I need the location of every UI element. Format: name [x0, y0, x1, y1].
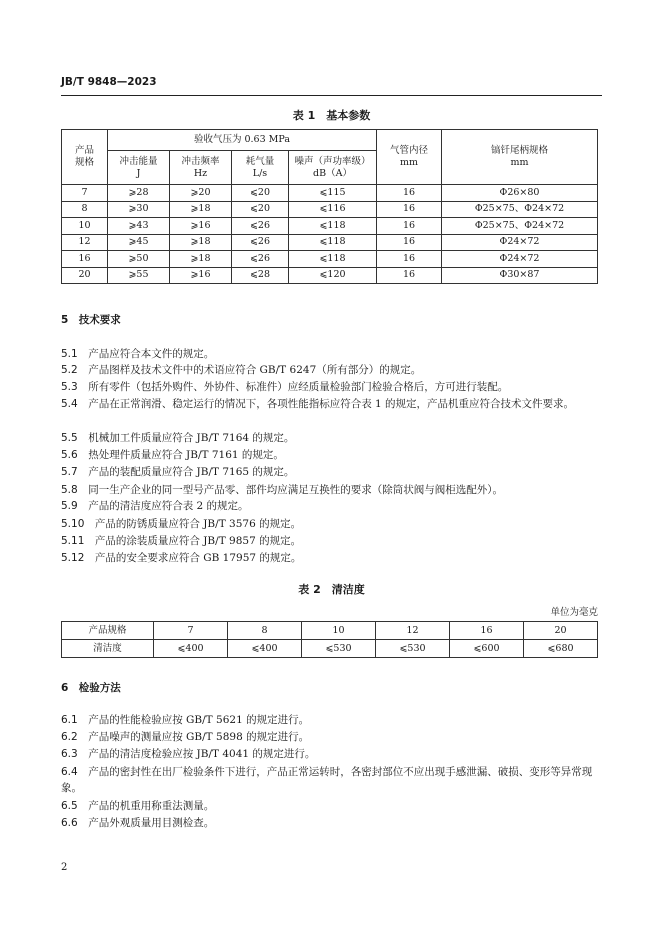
- table-cell: 16: [62, 251, 108, 268]
- table-cell: Φ30×87: [442, 267, 598, 284]
- document-id: JB/T 9848—2023: [61, 76, 157, 88]
- table-cell: Φ25×75、Φ24×72: [442, 218, 598, 235]
- header-test-pressure: 验收气压为 0.63 MPa: [108, 130, 377, 151]
- table-cell: ⩽400: [228, 640, 302, 658]
- table-cell: 10: [302, 622, 376, 640]
- table-row: [62, 234, 598, 251]
- table-row: [62, 251, 598, 268]
- table-cell: 16: [377, 201, 442, 218]
- table-cell: Φ25×75、Φ24×72: [442, 201, 598, 218]
- table-cell: 8: [62, 201, 108, 218]
- row-label-spec: 产品规格: [62, 622, 154, 640]
- table-cell: ⩽28: [232, 267, 289, 284]
- table-cell: ⩽530: [376, 640, 450, 658]
- table-cell: ⩽120: [289, 267, 377, 284]
- header-rule: [61, 95, 602, 96]
- table-cell: ⩾28: [108, 185, 170, 202]
- row-label-cleanliness: 清洁度: [62, 640, 154, 658]
- table1-caption: 表 1 基本参数: [292, 109, 371, 122]
- table-row: [62, 185, 598, 202]
- table-cell: ⩽400: [154, 640, 228, 658]
- header-hose-diameter: 气管内径 mm: [377, 130, 442, 185]
- table-cell: ⩽115: [289, 185, 377, 202]
- table-cell: ⩾18: [170, 234, 232, 251]
- clause-6-6: 6.6 产品外观质量用目测检查。: [61, 817, 215, 829]
- table-cell: 16: [377, 234, 442, 251]
- clause-5-3: 5.3 所有零件（包括外购件、外协件、标准件）应经质量检验部门检验合格后，方可进行装配。: [61, 381, 509, 393]
- header-impact-energy: 冲击能量 J: [108, 151, 170, 185]
- clause-5-7: 5.7 产品的装配质量应符合 JB/T 7165 的规定。: [61, 466, 295, 478]
- header-air-consumption: 耗气量 L/s: [232, 151, 289, 185]
- clause-6-4: 6.4 产品的密封性在出厂检验条件下进行，产品正常运转时，各密封部位不应出现手感泄漏、破损、变形等异常现象。: [61, 766, 593, 794]
- clause-5-2: 5.2 产品图样及技术文件中的术语应符合 GB/T 6247（所有部分）的规定。: [61, 364, 422, 376]
- table-cell: 16: [377, 251, 442, 268]
- table-cell: ⩽26: [232, 251, 289, 268]
- clause-5-8: 5.8 同一生产企业的同一型号产品零、部件均应满足互换性的要求（除筒状阀与阀柜选配外）。: [61, 484, 503, 496]
- table-cell: ⩾45: [108, 234, 170, 251]
- clause-5-5: 5.5 机械加工件质量应符合 JB/T 7164 的规定。: [61, 432, 295, 444]
- table-cell: ⩾18: [170, 251, 232, 268]
- clause-5-10: 5.10 产品的防锈质量应符合 JB/T 3576 的规定。: [61, 518, 302, 530]
- table-row: [62, 201, 598, 218]
- table-cell: ⩽118: [289, 234, 377, 251]
- section-6-title: 6 检验方法: [61, 682, 121, 694]
- table-cell: ⩾43: [108, 218, 170, 235]
- header-impact-frequency: 冲击频率 Hz: [170, 151, 232, 185]
- table-cell: 16: [377, 185, 442, 202]
- table-cell: ⩽20: [232, 201, 289, 218]
- cleanliness-table: [61, 621, 598, 658]
- clause-6-1: 6.1 产品的性能检验应按 GB/T 5621 的规定进行。: [61, 714, 310, 726]
- header-shank-spec: 镐钎尾柄规格 mm: [442, 130, 598, 185]
- header-spec: 产品 规格: [62, 130, 108, 185]
- table-cell: 16: [377, 218, 442, 235]
- table-cell: 16: [450, 622, 524, 640]
- table-row: [62, 218, 598, 235]
- table-cell: ⩽680: [524, 640, 598, 658]
- clause-5-1: 5.1 产品应符合本文件的规定。: [61, 348, 215, 360]
- table-row: [62, 622, 598, 640]
- table-cell: 12: [62, 234, 108, 251]
- table-cell: ⩽116: [289, 201, 377, 218]
- table-cell: ⩾50: [108, 251, 170, 268]
- table-cell: ⩾16: [170, 218, 232, 235]
- clause-6-2: 6.2 产品噪声的测量应按 GB/T 5898 的规定进行。: [61, 731, 310, 743]
- page-number: 2: [61, 862, 68, 873]
- table-cell: 10: [62, 218, 108, 235]
- table-cell: ⩽26: [232, 218, 289, 235]
- clause-6-3: 6.3 产品的清洁度检验应按 JB/T 4041 的规定进行。: [61, 748, 316, 760]
- table-cell: 20: [62, 267, 108, 284]
- table-cell: ⩾16: [170, 267, 232, 284]
- table-cell: ⩽26: [232, 234, 289, 251]
- header-noise: 噪声（声功率级） dB（A）: [289, 151, 377, 185]
- table-cell: ⩾30: [108, 201, 170, 218]
- table-cell: ⩽20: [232, 185, 289, 202]
- table2-unit: 单位为毫克: [550, 607, 598, 618]
- table-cell: ⩽600: [450, 640, 524, 658]
- clause-5-6: 5.6 热处理件质量应符合 JB/T 7161 的规定。: [61, 449, 284, 461]
- table-row: [62, 640, 598, 658]
- section-5-title: 5 技术要求: [61, 314, 121, 326]
- table-cell: Φ26×80: [442, 185, 598, 202]
- table-cell: 12: [376, 622, 450, 640]
- clause-5-9: 5.9 产品的清洁度应符合表 2 的规定。: [61, 500, 249, 512]
- basic-parameters-table: [61, 129, 598, 284]
- table-cell: ⩾18: [170, 201, 232, 218]
- table-cell: 7: [62, 185, 108, 202]
- table-cell: Φ24×72: [442, 251, 598, 268]
- table-cell: ⩽530: [302, 640, 376, 658]
- clause-6-5: 6.5 产品的机重用称重法测量。: [61, 800, 215, 812]
- table2-caption: 表 2 清洁度: [298, 583, 365, 596]
- table-cell: 8: [228, 622, 302, 640]
- clause-5-12: 5.12 产品的安全要求应符合 GB 17957 的规定。: [61, 552, 302, 564]
- table-cell: 20: [524, 622, 598, 640]
- table-row: [62, 267, 598, 284]
- table-cell: ⩾55: [108, 267, 170, 284]
- clause-5-4: 5.4 产品在正常润滑、稳定运行的情况下，各项性能指标应符合表 1 的规定，产品机重应符合技术文件要求。: [61, 398, 575, 410]
- table-cell: ⩽118: [289, 251, 377, 268]
- table-cell: Φ24×72: [442, 234, 598, 251]
- table-cell: ⩽118: [289, 218, 377, 235]
- table-cell: 7: [154, 622, 228, 640]
- clause-5-11: 5.11 产品的涂装质量应符合 JB/T 9857 的规定。: [61, 535, 302, 547]
- table-cell: ⩾20: [170, 185, 232, 202]
- table-cell: 16: [377, 267, 442, 284]
